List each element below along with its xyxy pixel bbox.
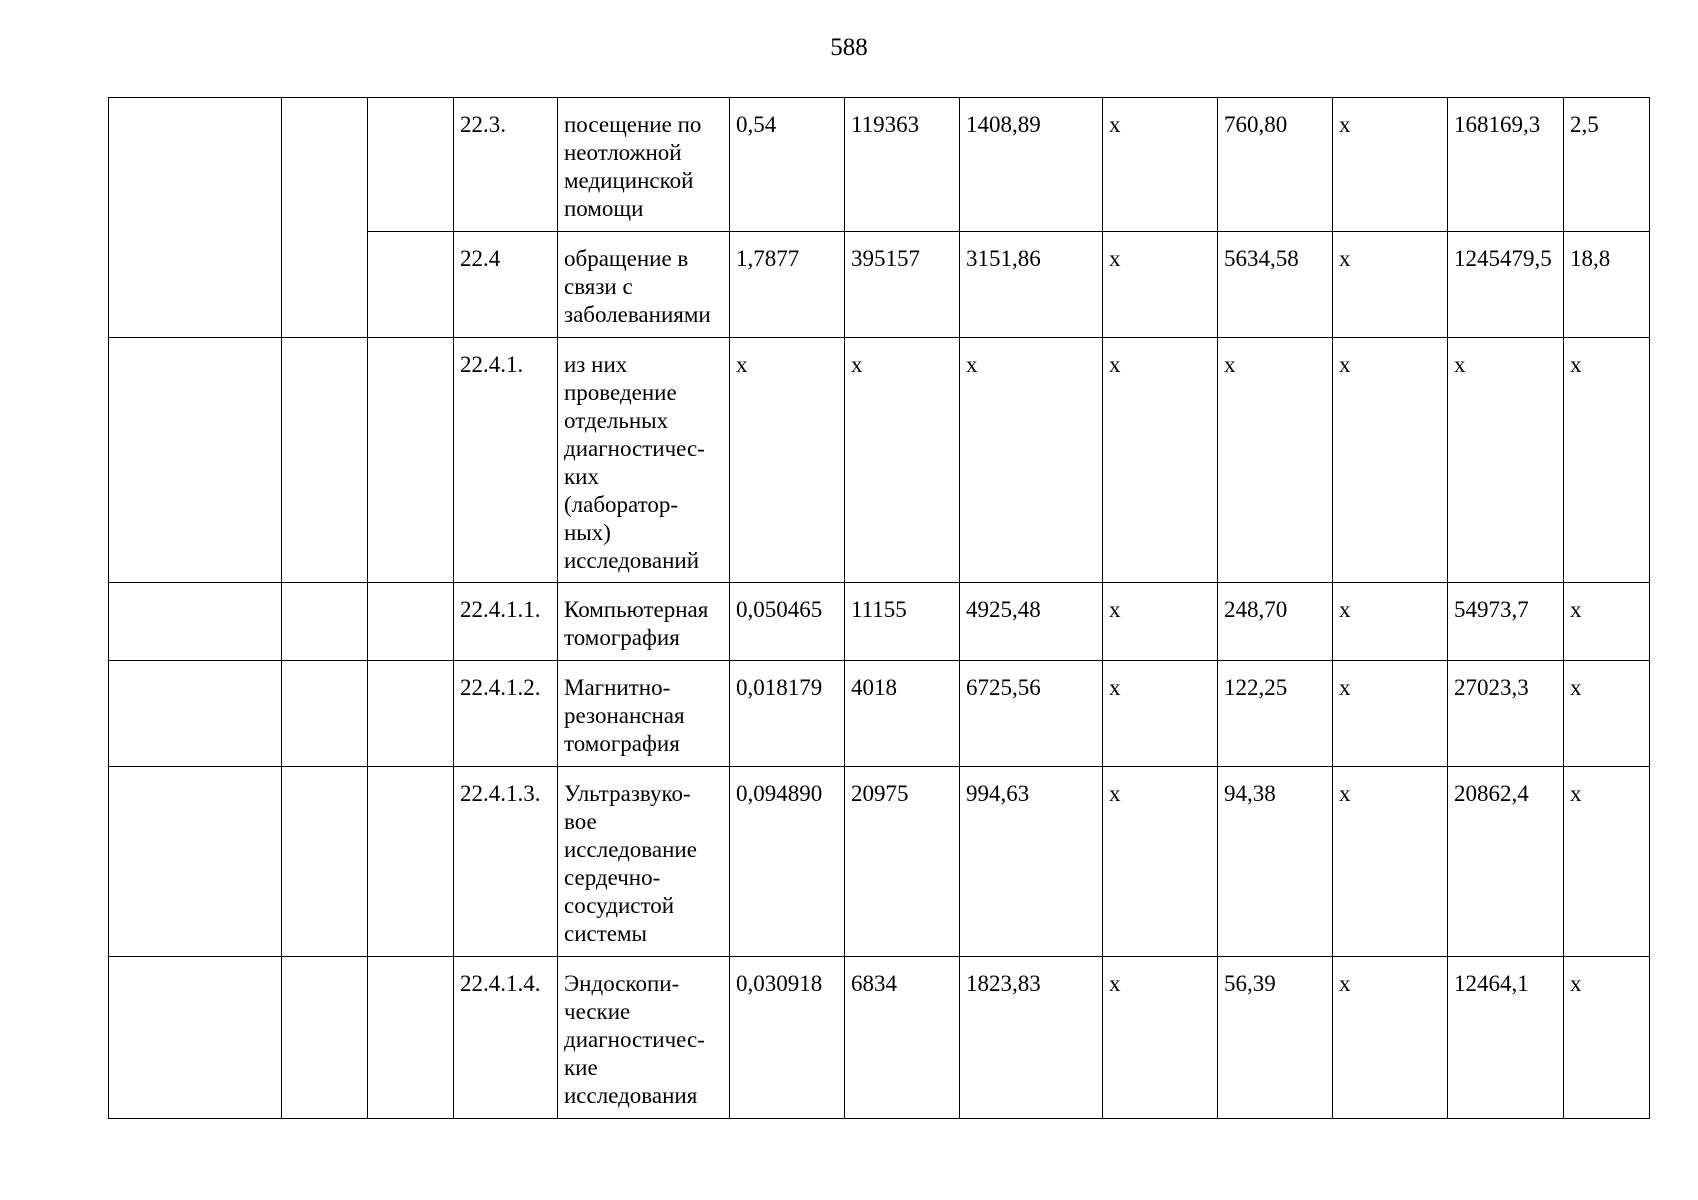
row-name-line: обращение в [564, 246, 689, 271]
row-name-line: сердечно- [564, 865, 661, 890]
blank-cell [109, 767, 282, 957]
cell-value: 5634,58 [1218, 232, 1333, 338]
row-name [558, 661, 730, 767]
cell-value: 1,7877 [730, 232, 845, 338]
cell-value: 395157 [845, 232, 960, 338]
blank-cell [368, 767, 454, 957]
cell-value: х [1564, 957, 1650, 1119]
page-number: 588 [830, 34, 868, 61]
cell-value: х [960, 338, 1103, 583]
row-name [558, 957, 730, 1119]
cell-value: 6725,56 [960, 661, 1103, 767]
cell-value: 2,5 [1564, 98, 1650, 232]
cell-value: х [1564, 661, 1650, 767]
blank-cell [282, 767, 368, 957]
row-name-line: помощи [564, 196, 644, 221]
row-name-line: отдельных [564, 408, 669, 433]
blank-cell [282, 661, 368, 767]
row-name-line: системы [564, 921, 647, 946]
row-code: 22.4.1.2. [454, 661, 558, 767]
cell-value: 0,018179 [730, 661, 845, 767]
table-row [109, 98, 1650, 232]
cell-value: х [1103, 232, 1218, 338]
cell-value: х [1564, 583, 1650, 661]
row-name-line: медицинской [564, 168, 694, 193]
blank-cell [282, 957, 368, 1119]
cell-value: х [1448, 338, 1564, 583]
cell-value: х [1333, 98, 1448, 232]
cell-value: 56,39 [1218, 957, 1333, 1119]
row-name-line: ных) [564, 520, 611, 545]
cell-value: 18,8 [1564, 232, 1650, 338]
blank-cell [109, 98, 282, 338]
row-name [558, 338, 730, 583]
row-name-line: Эндоскопи- [564, 971, 680, 996]
row-code: 22.3. [454, 98, 558, 232]
cell-value: 12464,1 [1448, 957, 1564, 1119]
row-name-line: заболеваниями [564, 302, 711, 327]
row-name-line: ких [564, 464, 599, 489]
row-code: 22.4 [454, 232, 558, 338]
row-code: 22.4.1.3. [454, 767, 558, 957]
row-name-line: томография [564, 731, 680, 756]
cell-value: 54973,7 [1448, 583, 1564, 661]
cell-value: х [1103, 98, 1218, 232]
cell-value: х [1103, 661, 1218, 767]
cell-value: 1823,83 [960, 957, 1103, 1119]
table-body [109, 98, 1650, 1119]
cell-value: 20862,4 [1448, 767, 1564, 957]
cell-value: 122,25 [1218, 661, 1333, 767]
cell-value: х [1333, 957, 1448, 1119]
cell-value: 4018 [845, 661, 960, 767]
cell-value: х [1103, 583, 1218, 661]
row-name-line: Ультразвуко- [564, 781, 691, 806]
row-name-line: неотложной [564, 140, 682, 165]
blank-cell [368, 338, 454, 583]
cell-value: 6834 [845, 957, 960, 1119]
cell-value: 11155 [845, 583, 960, 661]
cell-value: 119363 [845, 98, 960, 232]
cell-value: 0,050465 [730, 583, 845, 661]
cell-value: 0,54 [730, 98, 845, 232]
row-name-line: исследований [564, 548, 700, 573]
cell-value: 94,38 [1218, 767, 1333, 957]
row-name-line: исследования [564, 1083, 698, 1108]
cell-value: х [1564, 338, 1650, 583]
blank-cell [109, 338, 282, 583]
blank-cell [368, 957, 454, 1119]
cell-value: 760,80 [1218, 98, 1333, 232]
cell-value: 168169,3 [1448, 98, 1564, 232]
cell-value: 4925,48 [960, 583, 1103, 661]
row-name [558, 583, 730, 661]
row-name-line: посещение по [564, 112, 702, 137]
cell-value: х [1333, 583, 1448, 661]
row-name-line: вое [564, 809, 597, 834]
table-row [109, 583, 1650, 661]
cell-value: 994,63 [960, 767, 1103, 957]
row-name-line: Магнитно- [564, 675, 671, 700]
row-name-line: резонансная [564, 703, 685, 728]
cell-value: х [1564, 767, 1650, 957]
table-row [109, 957, 1650, 1119]
cell-value: х [1218, 338, 1333, 583]
cell-value: х [1333, 338, 1448, 583]
cell-value: 248,70 [1218, 583, 1333, 661]
cell-value: х [730, 338, 845, 583]
cell-value: 20975 [845, 767, 960, 957]
table-row [109, 338, 1650, 583]
blank-cell [282, 338, 368, 583]
table-row [109, 661, 1650, 767]
cell-value: 3151,86 [960, 232, 1103, 338]
blank-cell [368, 98, 454, 232]
row-name-line: исследование [564, 837, 697, 862]
cell-value: х [1103, 767, 1218, 957]
cell-value: 1245479,5 [1448, 232, 1564, 338]
row-code: 22.4.1.1. [454, 583, 558, 661]
row-name-line: Компьютерная [564, 597, 709, 622]
blank-cell [109, 957, 282, 1119]
row-name-line: ческие [564, 999, 631, 1024]
row-name-line: связи с [564, 274, 633, 299]
cell-value: 0,094890 [730, 767, 845, 957]
blank-cell [282, 98, 368, 338]
blank-cell [368, 583, 454, 661]
cell-value: 1408,89 [960, 98, 1103, 232]
row-name-line: сосудистой [564, 893, 675, 918]
row-name-line: из них [564, 352, 628, 377]
blank-cell [368, 232, 454, 338]
blank-cell [109, 661, 282, 767]
data-table [108, 97, 1650, 1119]
row-name [558, 232, 730, 338]
cell-value: х [1333, 767, 1448, 957]
row-name-line: (лаборатор- [564, 492, 679, 517]
blank-cell [109, 583, 282, 661]
row-name-line: томография [564, 625, 680, 650]
row-name-line: проведение [564, 380, 677, 405]
cell-value: х [1333, 661, 1448, 767]
cell-value: х [1103, 338, 1218, 583]
row-name [558, 98, 730, 232]
cell-value: 0,030918 [730, 957, 845, 1119]
row-name-line: кие [564, 1055, 598, 1080]
row-code: 22.4.1. [454, 338, 558, 583]
row-name [558, 767, 730, 957]
row-name-line: диагностичес- [564, 1027, 705, 1052]
blank-cell [282, 583, 368, 661]
cell-value: х [845, 338, 960, 583]
cell-value: 27023,3 [1448, 661, 1564, 767]
table-row [109, 767, 1650, 957]
blank-cell [368, 661, 454, 767]
row-name-line: диагностичес- [564, 436, 705, 461]
cell-value: х [1103, 957, 1218, 1119]
row-code: 22.4.1.4. [454, 957, 558, 1119]
cell-value: х [1333, 232, 1448, 338]
